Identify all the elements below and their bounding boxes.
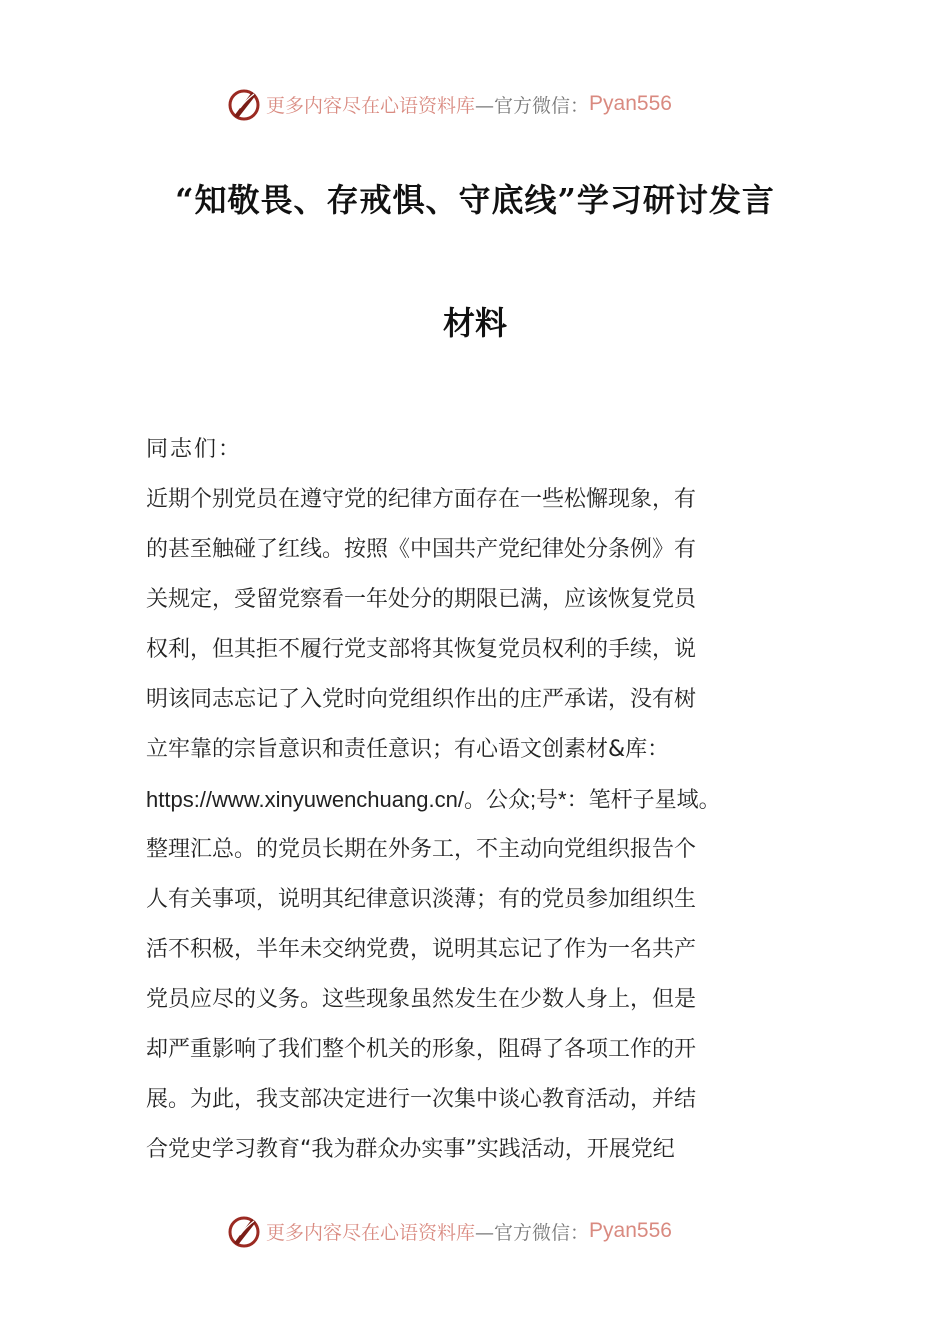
banner-separator: —官方微信：: [475, 1221, 590, 1244]
paragraph-line: 活不积极，半年未交纳党费，说明其忘记了作为一名共产: [146, 937, 697, 962]
header-banner: [226, 84, 726, 124]
paragraph-line: 近期个别党员在遵守党的纪律方面存在一些松懈现象，有: [146, 487, 697, 512]
paragraph-line: 党员应尽的义务。这些现象虽然发生在少数人身上，但是: [146, 987, 697, 1012]
banner-separator: —官方微信：: [475, 94, 590, 117]
paragraph-line: 明该同志忘记了入党时向党组织作出的庄严承诺，没有树: [146, 687, 697, 712]
quill-pen-logo-icon: [226, 86, 262, 122]
document-body: [146, 430, 804, 1180]
paragraph-line: 合党史学习教育“我为群众办实事”实践活动，开展党纪: [146, 1137, 675, 1162]
document-title: “知敬畏、存戒惧、守底线”学习研讨发言: [175, 181, 775, 219]
paragraph-line-url: https://www.xinyuwenchuang.cn/。公众;号*：笔杆子星域。: [146, 787, 721, 812]
quill-pen-logo-icon: [226, 1213, 262, 1249]
greeting: 同志们：: [146, 437, 243, 462]
footer-banner: [226, 1211, 726, 1251]
banner-wechat-id: Pyan556: [589, 1219, 672, 1242]
paragraph-line: 权利，但其拒不履行党支部将其恢复党员权利的手续，说: [146, 637, 697, 662]
banner-wechat-id: Pyan556: [589, 92, 672, 115]
document-title-continued: 材料: [442, 304, 507, 342]
paragraph-line: 关规定，受留党察看一年处分的期限已满，应该恢复党员: [146, 587, 697, 612]
banner-text: 更多内容尽在心语资料库: [266, 94, 476, 117]
paragraph-line: 的甚至触碰了红线。按照《中国共产党纪律处分条例》有: [146, 537, 697, 562]
paragraph-line: 却严重影响了我们整个机关的形象，阻碍了各项工作的开: [146, 1037, 697, 1062]
paragraph-line: 立牢靠的宗旨意识和责任意识；有心语文创素材&库：: [146, 737, 670, 762]
paragraph-line: 展。为此，我支部决定进行一次集中谈心教育活动，并结: [146, 1087, 697, 1112]
banner-text: 更多内容尽在心语资料库: [266, 1221, 476, 1244]
paragraph-line: 整理汇总。的党员长期在外务工，不主动向党组织报告个: [146, 837, 697, 862]
paragraph-line: 人有关事项，说明其纪律意识淡薄；有的党员参加组织生: [146, 887, 697, 912]
